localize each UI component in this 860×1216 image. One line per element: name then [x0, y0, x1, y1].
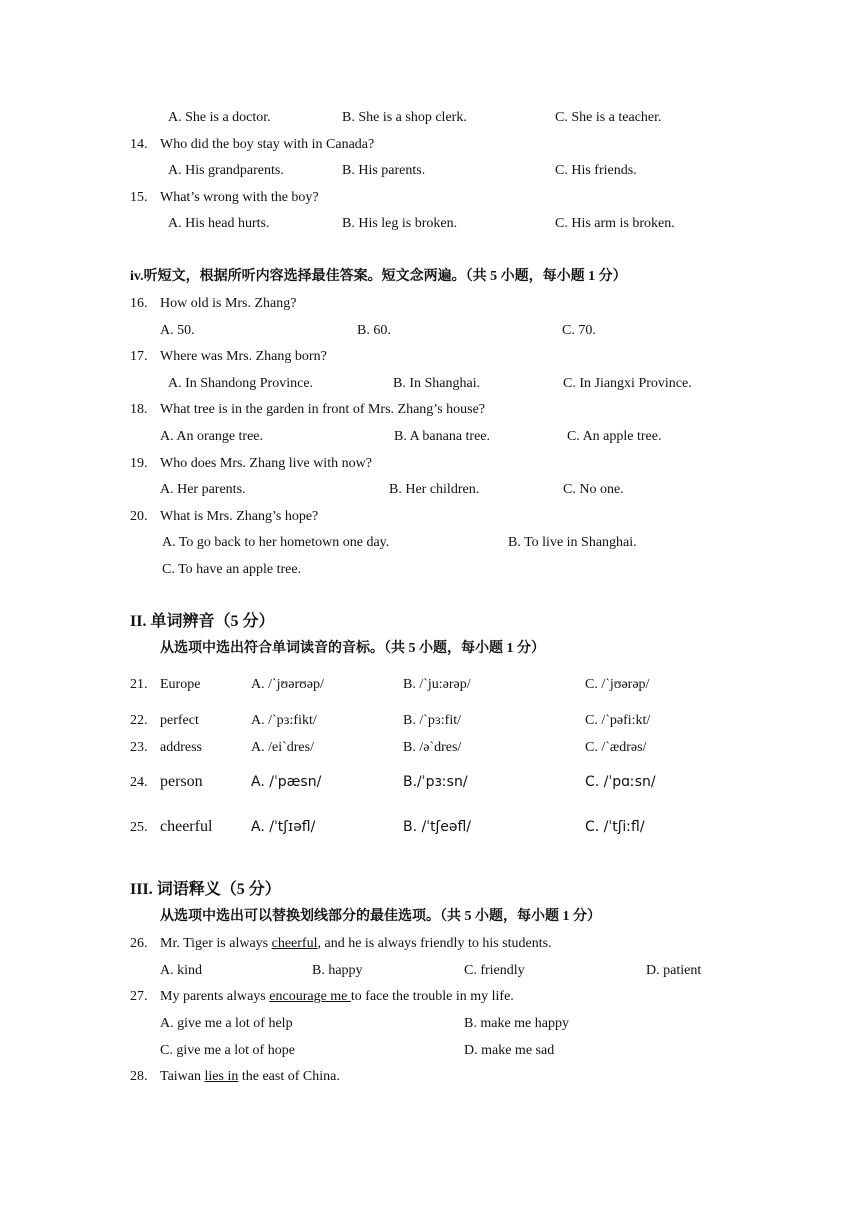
- q25-word: cheerful: [160, 818, 213, 835]
- q19-question: Who does Mrs. Zhang live with now?: [160, 456, 372, 471]
- section-ii-instruction: 从选项中选出符合单词读音的音标。（共 5 小题，每小题 1 分）: [160, 641, 545, 656]
- q22-number: 22.: [130, 713, 148, 728]
- q21-word: Europe: [160, 677, 201, 692]
- q18-option-b: B. A banana tree.: [394, 429, 491, 444]
- q16-option-b: B. 60.: [357, 323, 391, 338]
- q19-option-b: B. Her children.: [389, 482, 480, 497]
- q18-question: What tree is in the garden in front of Mrs. Zhang’s house?: [160, 402, 486, 417]
- q26-sentence: Mr. Tiger is always cheerful, and he is always friendly to his students.: [160, 936, 552, 951]
- q26-number: 26.: [130, 936, 148, 951]
- q18-option-c: C. An apple tree.: [567, 429, 662, 444]
- q22-option-a: A. /ˋpɜ:fikt/: [251, 713, 317, 728]
- q27-option-d: D. make me sad: [464, 1043, 555, 1058]
- q19-option-a: A. Her parents.: [160, 482, 246, 497]
- part-iv-heading: iv.听短文，根据所听内容选择最佳答案。短文念两遍。（共 5 小题，每小题 1 分）: [130, 269, 627, 284]
- section-ii-heading: II. 单词辨音（5 分）: [130, 613, 275, 630]
- q17-option-c: C. In Jiangxi Province.: [563, 376, 692, 391]
- q16-option-a: A. 50.: [160, 323, 195, 338]
- q24-option-a: A. /ˈpæsn/: [251, 774, 322, 790]
- q20-option-b: B. To live in Shanghai.: [508, 535, 637, 550]
- q22-word: perfect: [160, 713, 199, 728]
- q23-number: 23.: [130, 740, 148, 755]
- q24-option-c: C. /ˈpɑːsn/: [585, 774, 656, 790]
- q16-option-c: C. 70.: [562, 323, 596, 338]
- q19-option-c: C. No one.: [563, 482, 624, 497]
- q14-option-a: A. His grandparents.: [168, 163, 284, 178]
- q26-option-a: A. kind: [160, 963, 202, 978]
- q24-number: 24.: [130, 775, 148, 790]
- q28-underlined: lies in: [204, 1069, 239, 1084]
- q25-number: 25.: [130, 820, 148, 835]
- q23-option-c: C. /ˋædrəs/: [585, 740, 647, 755]
- q21-number: 21.: [130, 677, 148, 692]
- section-iii-instruction: 从选项中选出可以替换划线部分的最佳选项。（共 5 小题，每小题 1 分）: [160, 909, 601, 924]
- q26-option-b: B. happy: [312, 963, 363, 978]
- q17-option-b: B. In Shanghai.: [393, 376, 481, 391]
- q16-number: 16.: [130, 296, 148, 311]
- q20-option-a: A. To go back to her hometown one day.: [162, 535, 390, 550]
- q25-option-b: B. /ˈtʃeəfl/: [403, 819, 472, 835]
- q15-option-a: A. His head hurts.: [168, 216, 270, 231]
- q22-option-c: C. /ˋpəfi:kt/: [585, 713, 651, 728]
- q14-option-b: B. His parents.: [342, 163, 426, 178]
- q27-sentence: My parents always encourage me to face the trouble in my life.: [160, 989, 514, 1004]
- q26-option-d: D. patient: [646, 963, 702, 978]
- q18-option-a: A. An orange tree.: [160, 429, 264, 444]
- q22-option-b: B. /ˋpɜ:fit/: [403, 713, 461, 728]
- q25-option-c: C. /ˈtʃiːfl/: [585, 819, 645, 835]
- section-iii-heading: III. 词语释义（5 分）: [130, 881, 281, 898]
- q15-option-c: C. His arm is broken.: [555, 216, 675, 231]
- q24-option-b: B./ˈpɜːsn/: [403, 774, 468, 790]
- q23-option-b: B. /əˋdres/: [403, 740, 462, 755]
- q19-number: 19.: [130, 456, 148, 471]
- q17-number: 17.: [130, 349, 148, 364]
- q21-option-b: B. /ˋju:ərəp/: [403, 677, 471, 692]
- q21-option-c: C. /ˋjʊərəp/: [585, 677, 650, 692]
- q20-number: 20.: [130, 509, 148, 524]
- q17-question: Where was Mrs. Zhang born?: [160, 349, 327, 364]
- q20-question: What is Mrs. Zhang’s hope?: [160, 509, 319, 524]
- q28-sentence: Taiwan lies in the east of China.: [160, 1069, 340, 1084]
- q26-option-c: C. friendly: [464, 963, 525, 978]
- q26-underlined: cheerful: [271, 936, 318, 951]
- q14-number: 14.: [130, 137, 148, 152]
- q18-number: 18.: [130, 402, 148, 417]
- q15-number: 15.: [130, 190, 148, 205]
- q13-option-a: A. She is a doctor.: [168, 110, 271, 125]
- q27-number: 27.: [130, 989, 148, 1004]
- q23-word: address: [160, 740, 202, 755]
- q27-option-a: A. give me a lot of help: [160, 1016, 293, 1031]
- q13-option-c: C. She is a teacher.: [555, 110, 662, 125]
- q14-question: Who did the boy stay with in Canada?: [160, 137, 375, 152]
- q20-option-c: C. To have an apple tree.: [162, 562, 302, 577]
- q25-option-a: A. /ˈtʃɪəfl/: [251, 819, 316, 835]
- q16-question: How old is Mrs. Zhang?: [160, 296, 297, 311]
- q28-number: 28.: [130, 1069, 148, 1084]
- q24-word: person: [160, 773, 203, 790]
- q17-option-a: A. In Shandong Province.: [168, 376, 314, 391]
- q27-option-b: B. make me happy: [464, 1016, 569, 1031]
- q13-option-b: B. She is a shop clerk.: [342, 110, 467, 125]
- q27-option-c: C. give me a lot of hope: [160, 1043, 295, 1058]
- q14-option-c: C. His friends.: [555, 163, 637, 178]
- q27-underlined: encourage me: [269, 989, 351, 1004]
- q23-option-a: A. /eiˋdres/: [251, 740, 314, 755]
- q15-question: What’s wrong with the boy?: [160, 190, 319, 205]
- q15-option-b: B. His leg is broken.: [342, 216, 458, 231]
- q21-option-a: A. /ˋjʊərʊəp/: [251, 677, 324, 692]
